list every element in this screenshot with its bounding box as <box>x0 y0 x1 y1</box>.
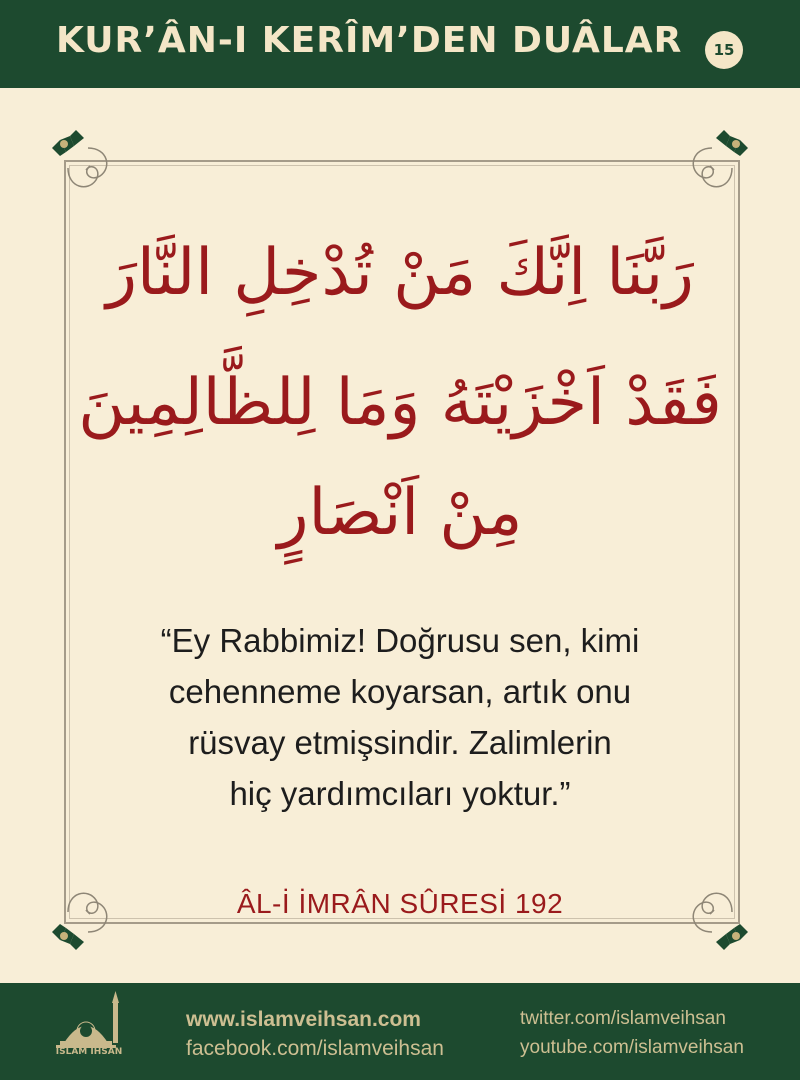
arabic-verse-line: رَبَّنَا اِنَّكَ مَنْ تُدْخِلِ النَّارَ <box>106 236 694 310</box>
page-title: KUR’ÂN-I KERÎM’DEN DUÂLAR <box>56 20 683 61</box>
arabic-verse-line: فَقَدْ اَخْزَيْتَهُ وَمَا لِلظَّالِمِينَ <box>78 366 722 440</box>
twitter-link[interactable]: twitter.com/islamveihsan <box>520 1008 726 1029</box>
translation-line: hiç yardımcıları yoktur.” <box>229 775 571 812</box>
top-left-ornament-icon <box>48 128 126 206</box>
turkish-translation <box>60 615 740 819</box>
footer-bar <box>0 983 800 1080</box>
youtube-link[interactable]: youtube.com/islamveihsan <box>520 1037 744 1058</box>
translation-line: rüsvay etmişsindir. Zalimlerin <box>188 724 612 761</box>
translation-line: “Ey Rabbimiz! Doğrusu sen, kimi <box>160 622 640 659</box>
surah-reference: ÂL-İ İMRÂN SÛRESİ 192 <box>236 888 564 919</box>
islamveihsan-logo-icon <box>46 989 132 1073</box>
logo-text: İSLAM İHSAN <box>55 1047 123 1057</box>
translation-line: cehenneme koyarsan, artık onu <box>168 673 632 710</box>
header-bar <box>0 0 800 88</box>
page-number-badge: 15 <box>705 31 743 69</box>
website-link[interactable]: www.islamveihsan.com <box>186 1008 421 1031</box>
top-right-ornament-icon <box>674 128 752 206</box>
facebook-link[interactable]: facebook.com/islamveihsan <box>186 1037 444 1060</box>
arabic-verse-line: مِنْ اَنْصَارٍ <box>277 476 523 550</box>
